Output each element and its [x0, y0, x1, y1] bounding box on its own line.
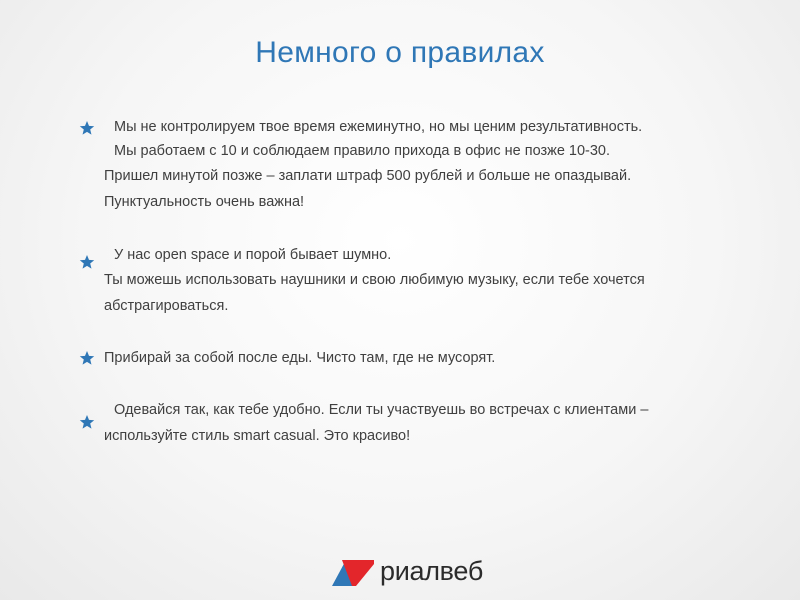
slide-title: Немного о правилах [255, 36, 545, 69]
rule-2-line-3: абстрагироваться. [104, 298, 229, 314]
company-logo [332, 556, 492, 588]
star-icon [79, 254, 95, 270]
rule-1-line-4: Пунктуальность очень важна! [104, 194, 305, 210]
rule-2-line-2: Ты можешь использовать наушники и свою любимую музыку, если тебе хочется [104, 272, 645, 288]
rule-2-line-1: У нас open space и порой бывает шумно. [114, 247, 392, 263]
logo-text: риалвеб [380, 556, 483, 586]
star-icon [79, 414, 95, 430]
rule-4-line-2: используйте стиль smart casual. Это красиво! [104, 428, 411, 444]
star-icon [79, 350, 95, 366]
rule-4-line-1: Одевайся так, как тебе удобно. Если ты участвуешь во встречах с клиентами – [114, 402, 649, 418]
rule-1-line-3: Пришел минутой позже – заплати штраф 500 рублей и больше не опаздывай. [104, 168, 632, 184]
logo-mark-icon [332, 560, 374, 586]
rule-3-line-1: Прибирай за собой после еды. Чисто там, где не мусорят. [104, 350, 496, 366]
rule-1-line-1: Мы не контролируем твое время ежеминутно, но мы ценим результативность. [114, 119, 643, 135]
rule-1-line-2: Мы работаем с 10 и соблюдаем правило прихода в офис не позже 10-30. [114, 143, 611, 159]
star-icon [79, 120, 95, 136]
